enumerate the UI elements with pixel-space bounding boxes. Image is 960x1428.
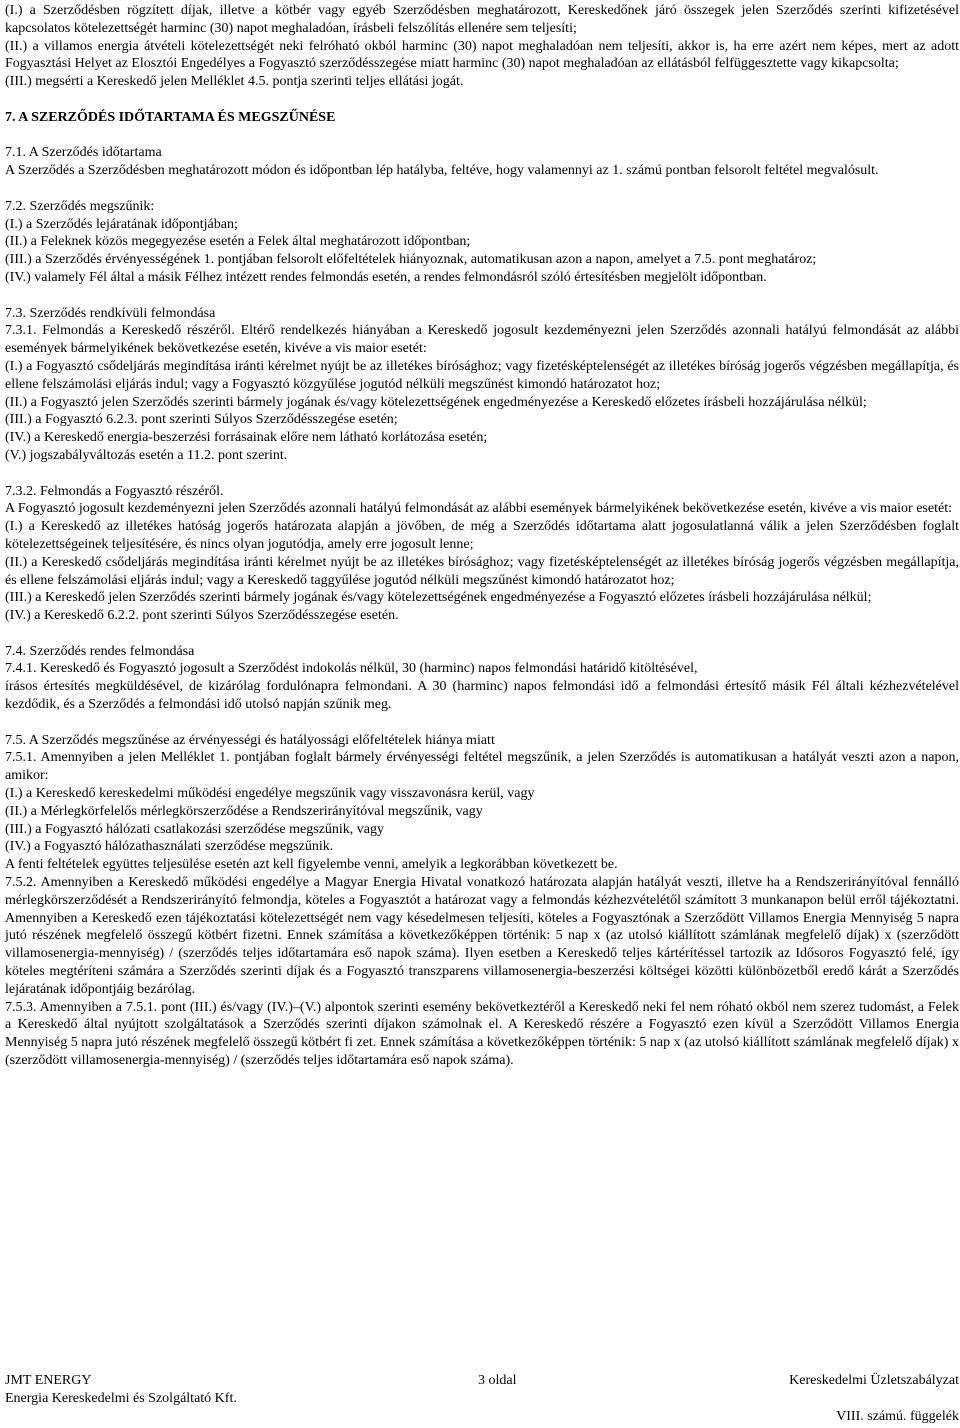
paragraph: (IV.) a Fogyasztó hálózathasználati szerződése megszűnik. [5, 839, 334, 855]
paragraph-spacer [5, 465, 959, 483]
paragraph: (IV.) a Kereskedő energia-beszerzési forrásainak előre nem látható korlátozása esetén; [5, 430, 488, 446]
paragraph: (I.) a Fogyasztó csődeljárás megindítása iránti kérelmet nyújt be az illetékes bírósághoz; vagy fizetésképtelenségét az illetékes bíróság jogerős végzésben megállapítja, és ellene felszámolási eljárás indul; vagy a Fogyasztó közgyűlése jogutód nélküli megszűnést kimondó határozatot hoz; [5, 358, 959, 392]
paragraph-spacer [5, 180, 959, 198]
paragraph: A Szerződés a Szerződésben meghatározott módon és időpontban lép hatályba, feltéve, hogy valamennyi az 1. számú pontban felsorolt feltétel megvalósult. [5, 163, 879, 179]
paragraph: 7.5. A Szerződés megszűnése az érvényességi és hatályossági előfeltételek hiánya miatt [5, 732, 495, 748]
paragraph: 7.5.1. Amennyiben a jelen Melléklet 1. pontjában foglalt bármely érvényességi feltétel megszűnik, a jelen Szerződés is automatikusan a hatályát veszti azon a napon, amikor: [5, 750, 959, 784]
paragraph: (I.) a Szerződésben rögzített díjak, illetve a kötbér vagy egyéb Szerződésben meghatározott, Kereskedőnek járó összegek jelen Szerződés szerinti kifizetésével kapcsolatos kötelezettségét harminc (30) napot meghaladóan, írásbeli felszólítás ellenére sem teljesíti; [5, 3, 959, 36]
page-footer [5, 1372, 959, 1424]
paragraph: 7.2. Szerződés megszűnik: [5, 198, 155, 214]
footer-company-name: JMT ENERGY [5, 1373, 92, 1388]
paragraph: (II.) a villamos energia átvételi kötelezettségét neki felróható okból harminc (30) napot meghaladóan nem teljesíti, akkor is, ha erre azért nem képes, mert az adott Fogyasztási Helyet az Elosztói Engedélyes a Fogyasztó szerződésszegése miatt harminc (30) napot meghaladóan az ellátásból felfüggesztette vagy kikapcsolta; [5, 38, 959, 72]
footer-page-number: 3 oldal [478, 1373, 517, 1388]
paragraph: A fenti feltételek együttes teljesülése esetén azt kell figyelembe venni, amelyik a legkorábban következett be. [5, 857, 618, 873]
footer-company-fullname: Energia Kereskedelmi és Szolgáltató Kft. [5, 1391, 237, 1406]
paragraph: (II.) a Kereskedő csődeljárás megindítása iránti kérelmet nyújt be az illetékes bírósághoz; vagy fizetésképtelenségét az illetékes bíróság jogerős végzésben megállapítja, és ellene felszámolási eljárás indul; vagy a Kereskedő taggyűlése jogutód nélküli megszűnést kimondó határozatot hoz; [5, 554, 959, 588]
paragraph: (IV.) a Kereskedő 6.2.2. pont szerinti Súlyos Szerződésszegése esetén. [5, 608, 399, 624]
footer-company [5, 1372, 237, 1408]
paragraph: (III.) megsérti a Kereskedő jelen Melléklet 4.5. pontja szerinti teljes ellátási jogát. [5, 74, 464, 90]
paragraph: 7.5.2. Amennyiben a Kereskedő működési engedélye a Magyar Energia Hivatal vonatkozó határozata alapján hatályát veszti, illetve ha a Rendszerirányítóval fennálló mérlegkörszerződését a Rendszerirányító felmondja, köteles a Fogyasztót a határozat vagy a felmondás kézhezvételétől számított 3 munkanapon belül erről tájékoztatni. Amennyiben a Kereskedő ezen tájékoztatási kötelezettségét nem vagy késedelmesen teljesíti, köteles a Fogyasztónak a Szerződött Villamos Energia Mennyiség 5 napra jutó részének megfelelő összegű kötbért fizetni. Ennek számítása a következőképpen történik: 5 nap x (az utolsó kiállított számlának megfelelő díjak) x (szerződött villamosenergia-mennyiség) / (szerződés teljes időtartamára eső napok száma). Ilyen esetben a Kereskedő teljes kártérítéssel tartozik az Idősoros Fogyasztó felé, így köteles megtéríteni számára a Szerződés szerinti díjak és a Fogyasztó transzparens villamosenergia-beszerzési költségei közötti különbözetből eredő kárát a Szerződés lejáratának időpontjáig bezárólag. [5, 875, 959, 997]
footer-document-title: Kereskedelmi Üzletszabályzat [789, 1373, 959, 1388]
paragraph: írásos értesítés megküldésével, de kizárólag fordulónapra felmondani. A 30 (harminc) napos felmondási idő a felmondási értesítő másik Fél általi kézhezvételével kezdődik, és a Szerződés a felmondási idő utolsó napján szűnik meg. [5, 679, 959, 713]
paragraph-spacer [5, 625, 959, 643]
paragraph-spacer [5, 127, 959, 145]
paragraph-spacer [5, 287, 959, 305]
paragraph: (IV.) valamely Fél által a másik Félhez intézett rendes felmondás esetén, a rendes felmondásról szóló értesítésben megjelölt időpontban. [5, 269, 767, 285]
paragraph: 7.3.1. Felmondás a Kereskedő részéről. Eltérő rendelkezés hiányában a Kereskedő jogosult kezdeményezni jelen Szerződés azonnali hatályú felmondását az alábbi események bármelyikének bekövetkezése esetén, kivéve a vis maior esetét: [5, 323, 959, 357]
paragraph: 7.4.1. Kereskedő és Fogyasztó jogosult a Szerződést indokolás nélkül, 30 (harminc) napos felmondási határidő kitöltésével, [5, 661, 698, 677]
paragraph: (I.) a Szerződés lejáratának időpontjában; [5, 216, 238, 232]
paragraph: (III.) a Fogyasztó 6.2.3. pont szerinti Súlyos Szerződésszegése esetén; [5, 412, 398, 428]
paragraph: (III.) a Szerződés érvényességének 1. pontjában felsorolt előfeltételek hiányoznak, automatikusan azon a napon, amelyet a 7.5. pont meghatároz; [5, 252, 817, 268]
paragraph: 7.3.2. Felmondás a Fogyasztó részéről. [5, 483, 224, 499]
paragraph: 7.3. Szerződés rendkívüli felmondása [5, 305, 216, 321]
paragraph: 7.5.3. Amennyiben a 7.5.1. pont (III.) és/vagy (IV.)–(V.) alpontok szerinti esemény bekövetkeztéről a Kereskedő neki fel nem róható okból nem szerez tudomást, a Felek a Kereskedő által nyújtott szolgáltatások a Szerződés szerinti díjakon számolnak el. A Kereskedő részére a Fogyasztó ezen kívül a Szerződött Villamos Energia Mennyiség 5 napra jutó részének megfelelő összegű kötbért fi zet. Ennek számítása a következőképpen történik: 5 nap x (az utolsó kiállított számlának megfelelő díjak) x (szerződött villamosenergia-mennyiség) / (szerződés teljes időtartamára eső napok száma). [5, 999, 959, 1069]
paragraph: (II.) a Mérlegkörfelelős mérlegkörszerződése a Rendszerirányítóval megszűnik, vagy [5, 803, 483, 819]
paragraph-spacer [5, 91, 959, 109]
paragraph: (III.) a Fogyasztó hálózati csatlakozási szerződése megszűnik, vagy [5, 821, 385, 837]
paragraph: (I.) a Kereskedő az illetékes hatóság jogerős határozata alapján a jövőben, de még a Szerződés időtartama alatt jogosulatlanná válik a jelen Szerződésben foglalt kötelezettségeinek teljesítésére, és nincs olyan jogutódja, amely erre jogosult lenne; [5, 519, 959, 552]
paragraph: A Fogyasztó jogosult kezdeményezni jelen Szerződés azonnali hatályú felmondását az alábbi események bármelyikének bekövetkezése esetén, kivéve a vis maior esetét: [5, 501, 952, 517]
paragraph: (II.) a Feleknek közös megegyezése esetén a Felek által meghatározott időpontban; [5, 234, 471, 250]
paragraph: (I.) a Kereskedő kereskedelmi működési engedélye megszűnik vagy visszavonásra kerül, vagy [5, 786, 535, 802]
paragraph: (V.) jogszabályváltozás esetén a 11.2. pont szerint. [5, 447, 288, 463]
paragraph: 7.4. Szerződés rendes felmondása [5, 643, 195, 659]
paragraph-spacer [5, 714, 959, 732]
section-heading: 7. A SZERZŐDÉS IDŐTARTAMA ÉS MEGSZŰNÉSE [5, 109, 336, 125]
paragraph: (III.) a Kereskedő jelen Szerződés szerinti bármely jogának és/vagy kötelezettségének engedményezése a Fogyasztó előzetes írásbeli hozzájárulása nélkül; [5, 590, 872, 606]
footer-appendix-label: VIII. számú. függelék [836, 1409, 959, 1424]
document-body [5, 2, 959, 1070]
paragraph: 7.1. A Szerződés időtartama [5, 145, 162, 161]
paragraph: (II.) a Fogyasztó jelen Szerződés szerinti bármely jogának és/vagy kötelezettségének engedményezése a Kereskedő előzetes írásbeli hozzájárulása nélkül; [5, 394, 867, 410]
